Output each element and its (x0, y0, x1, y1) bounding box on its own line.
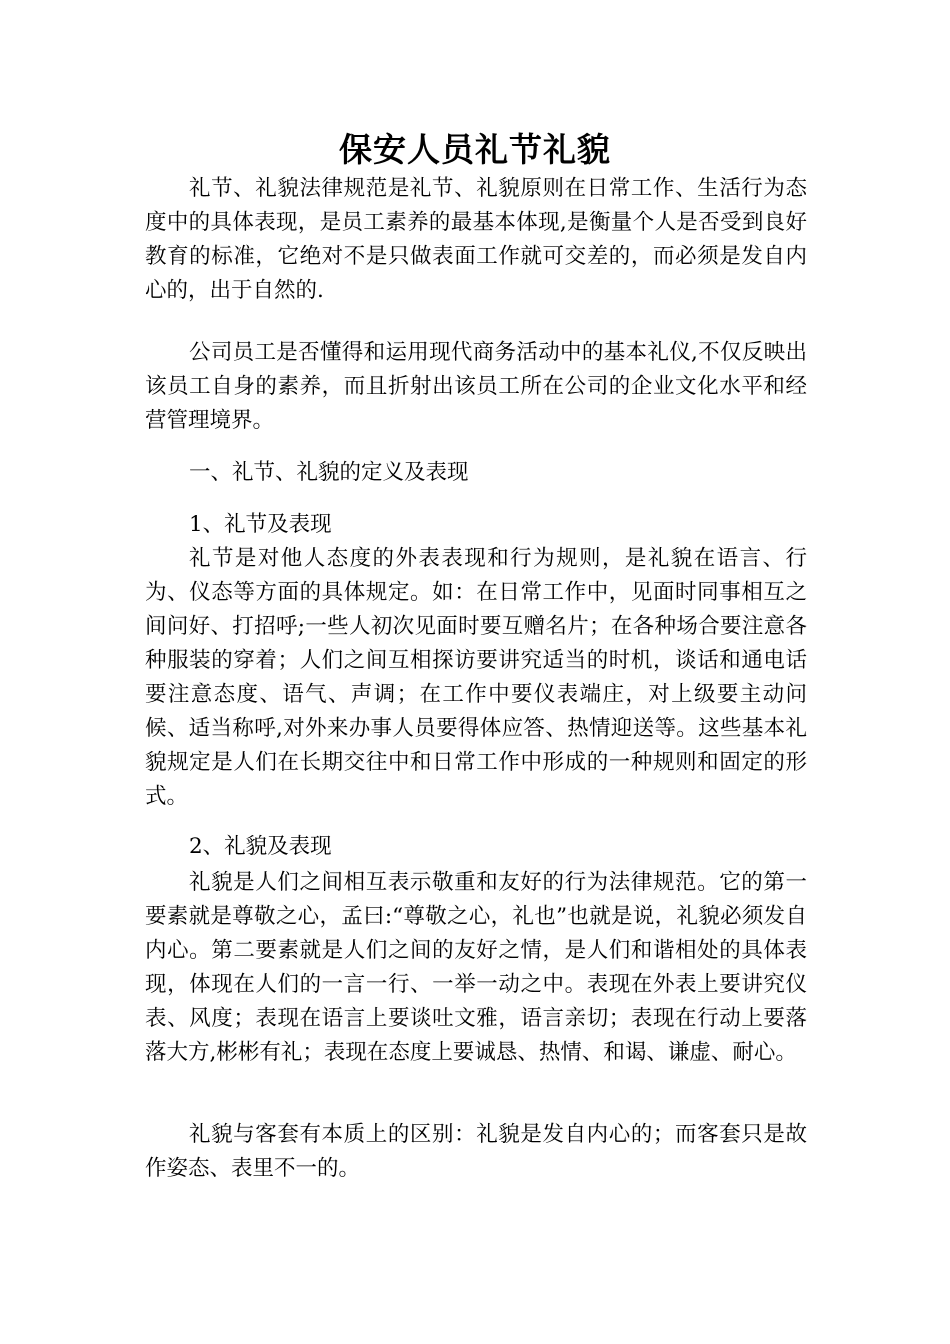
paragraph-courtesy-vs-formality: 礼貌与客套有本质上的区别：礼貌是发自内心的；而客套只是故作姿态、表里不一的。 (145, 1122, 807, 1181)
paragraph-courtesy: 礼貌是人们之间相互表示敬重和友好的行为法律规范。它的第一要素就是尊敬之心，孟曰:“尊敬之心，礼也”也就是说，礼貌必须发自内心。第二要素就是人们之间的友好之情，是人们和谐相处的具体表现，体现在人们的一言一行、一举一动之中。表现在外表上要讲究仪表、风度；表现在语言上要谈吐文雅，语言亲切；表现在行动上要落落大方,彬彬有礼；表现在态度上要诚恳、热情、和谒、谦虚、耐心。 (145, 870, 807, 1065)
document-title: 保安人员礼节礼貌 (339, 130, 611, 169)
subsection-heading-courtesy: 2、礼貌及表现 (189, 834, 332, 859)
paragraph-company: 公司员工是否懂得和运用现代商务活动中的基本礼仪,不仅反映出该员工自身的素养，而且折射出该员工所在公司的企业文化水平和经营管理境界。 (145, 340, 807, 433)
section-heading-definition: 一、礼节、礼貌的定义及表现 (189, 460, 469, 485)
paragraph-intro: 礼节、礼貌法律规范是礼节、礼貌原则在日常工作、生活行为态度中的具体表现，是员工素养的最基本体现,是衡量个人是否受到良好教育的标准，它绝对不是只做表面工作就可交差的，而必须是发自内心的，出于自然的. (145, 176, 807, 303)
subsection-heading-etiquette: 1、礼节及表现 (189, 512, 332, 537)
paragraph-etiquette: 礼节是对他人态度的外表表现和行为规则，是礼貌在语言、行为、仪态等方面的具体规定。如：在日常工作中，见面时同事相互之间问好、打招呼;一些人初次见面时要互赠名片；在各种场合要注意各种服装的穿着；人们之间互相探访要讲究适当的时机，谈话和通电话要注意态度、语气、声调；在工作中要仪表端庄，对上级要主动问候、适当称呼,对外来办事人员要得体应答、热情迎送等。这些基本礼貌规定是人们在长期交往中和日常工作中形成的一种规则和固定的形式。 (145, 546, 807, 809)
